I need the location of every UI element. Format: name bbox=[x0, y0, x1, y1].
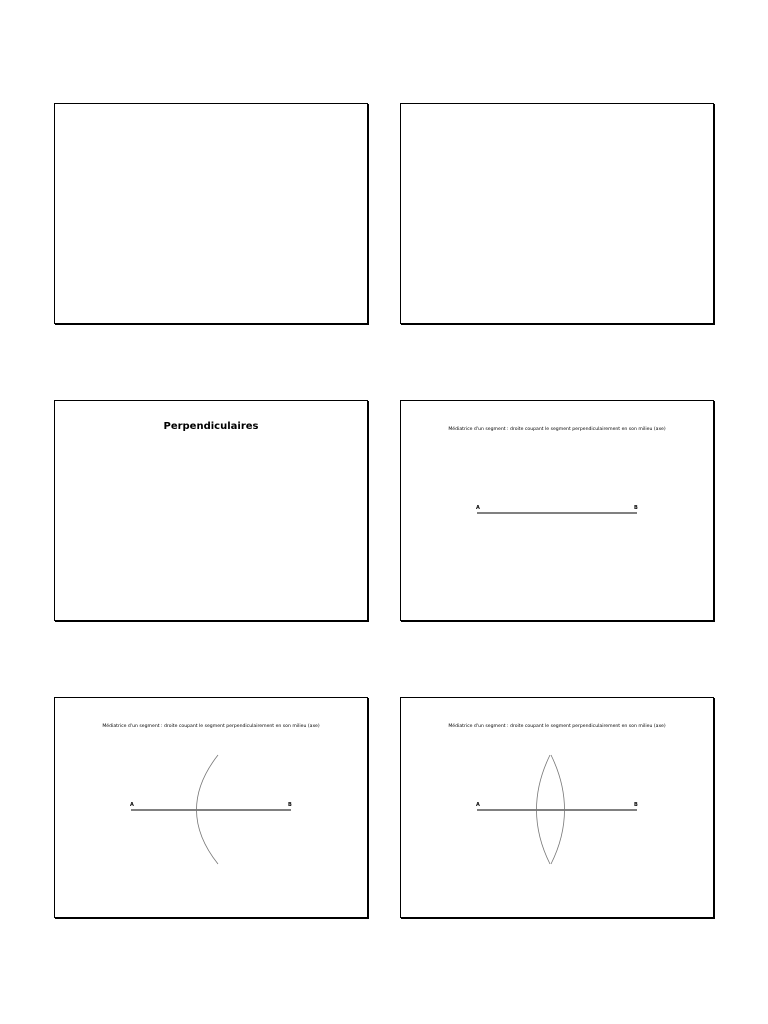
construction-figure bbox=[401, 698, 715, 919]
slide-5 bbox=[54, 697, 368, 918]
slide-caption: Médiatrice d'un segment : droite coupant le segment perpendiculairement en son milieu (axe) bbox=[448, 724, 666, 729]
construction-figure bbox=[55, 698, 369, 919]
slide-1 bbox=[54, 103, 368, 324]
slide-caption: Médiatrice d'un segment : droite coupant le segment perpendiculairement en son milieu (axe) bbox=[102, 724, 320, 729]
construction-figure bbox=[401, 401, 715, 622]
point-b-label: B bbox=[634, 802, 638, 808]
slide-caption: Médiatrice d'un segment : droite coupant le segment perpendiculairement en son milieu (axe) bbox=[448, 427, 666, 432]
point-a-label: A bbox=[130, 802, 134, 808]
slide-title: Perpendiculaires bbox=[163, 421, 259, 432]
point-a-label: A bbox=[476, 505, 480, 511]
slide-6 bbox=[400, 697, 714, 918]
point-a-label: A bbox=[476, 802, 480, 808]
slide-4 bbox=[400, 400, 714, 621]
point-b-label: B bbox=[288, 802, 292, 808]
slide-3 bbox=[54, 400, 368, 621]
point-b-label: B bbox=[634, 505, 638, 511]
slide-2 bbox=[400, 103, 714, 324]
